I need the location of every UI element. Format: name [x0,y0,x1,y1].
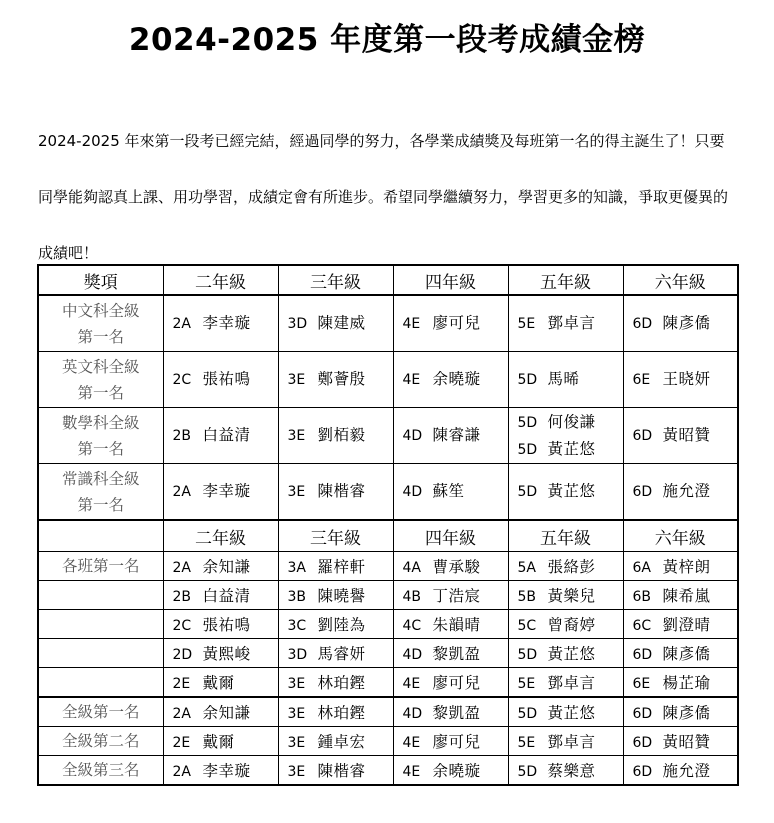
class-first-cell [623,581,738,610]
class-first-cell [393,552,508,581]
class-code: 2C [172,618,192,634]
class-first-cell [163,581,278,610]
class-code: 3E [287,735,306,751]
class-first-cell [623,610,738,639]
student-name: 蘇笙 [432,482,465,500]
class-code: 4E [402,676,421,692]
winner-entry [288,478,393,505]
award-cell [278,295,393,352]
award-label-line1: 數學科全級 [61,413,140,432]
student-name: 馬晞 [547,370,580,388]
student-name: 鄧卓言 [547,674,596,692]
student-name: 陳希嵐 [662,587,711,605]
class-code: 6D [632,764,653,780]
student-name: 施允澄 [662,482,711,500]
class-code: 4B [402,589,422,605]
winner-entry [518,409,623,436]
winner-entry [288,310,393,337]
class-first-cell [393,610,508,639]
class-code: 3E [287,484,306,500]
class-code: 2A [172,560,191,576]
class-first-cell [623,668,738,698]
header-grade-6: 六年級 [623,265,738,295]
award-cell [508,464,623,521]
class-code: 2B [172,428,192,444]
winner-entry [518,436,623,463]
award-label-line1: 英文科全級 [61,357,140,376]
table-row [38,464,738,521]
award-cell [623,408,738,464]
rank-label: 全級第二名 [38,727,163,756]
class-code: 3C [287,618,307,634]
student-name: 楊芷瑜 [662,674,711,692]
intro-paragraph: 2024-2025 年來第一段考已經完結，經過同學的努力，各學業成績獎及每班第一名的得主誕生了！只要同學能夠認真上課、用功學習，成績定會有所進步。希望同學繼續努力，學習更多的知識，爭取更優異的成績吧！ [38,132,729,262]
rank-cell [623,697,738,727]
sub-header-cell: 二年級 [163,520,278,552]
class-first-cell [393,668,508,698]
table-row [38,668,738,698]
class-code: 6D [632,428,653,444]
student-name: 張祐鳴 [202,370,251,388]
sub-header-cell [38,520,163,552]
class-first-cell [623,639,738,668]
award-cell [623,464,738,521]
student-name: 黃熙峻 [202,645,251,663]
class-first-cell [623,552,738,581]
class-first-label [38,610,163,639]
award-cell [623,352,738,408]
student-name: 陳楷睿 [317,482,366,500]
class-first-cell [508,639,623,668]
student-name: 朱韻晴 [432,616,481,634]
award-cell [278,464,393,521]
class-code: 6A [632,560,651,576]
class-first-label: 各班第一名 [38,552,163,581]
winner-entry [518,366,623,393]
header-award: 獎項 [38,265,163,295]
student-name: 余曉璇 [432,370,481,388]
winner-entry [173,422,278,449]
student-name: 黃梓朗 [662,558,711,576]
header-grade-2: 二年級 [163,265,278,295]
class-first-cell [163,552,278,581]
class-code: 5C [517,618,537,634]
table-row [38,552,738,581]
page-title: 2024-2025 年度第一段考成績金榜 [128,22,646,58]
header-grade-5: 五年級 [508,265,623,295]
class-code: 5D [517,414,538,431]
winner-entry [288,366,393,393]
sub-header-cell: 三年級 [278,520,393,552]
student-name: 陳睿謙 [432,426,481,444]
student-name: 鍾卓宏 [317,733,366,751]
winner-entry [403,366,508,393]
award-label [38,352,163,408]
class-first-cell [508,610,623,639]
student-name: 黃昭贊 [662,733,711,751]
class-code: 5D [517,647,538,663]
class-code: 2D [172,647,193,663]
class-code: 3E [287,706,306,722]
award-cell [278,352,393,408]
award-cell [163,352,278,408]
student-name: 黃芷悠 [547,439,596,458]
class-first-cell [508,668,623,698]
award-label [38,295,163,352]
student-name: 蔡樂意 [547,762,596,780]
class-code: 5E [517,735,536,751]
class-first-cell [278,552,393,581]
award-cell [393,464,508,521]
student-name: 陳彥僑 [662,314,711,332]
class-first-cell [163,639,278,668]
student-name: 鄧卓言 [547,733,596,751]
student-name: 戴爾 [202,674,235,692]
class-code: 6D [632,735,653,751]
class-first-cell [278,610,393,639]
student-name: 黎凱盈 [432,645,481,663]
student-name: 李幸璇 [202,314,251,332]
sub-header-cell: 四年級 [393,520,508,552]
student-name: 廖可兒 [432,314,481,332]
student-name: 黃芷悠 [547,645,596,663]
student-name: 林珀鏗 [317,704,366,722]
award-cell [508,295,623,352]
class-code: 5E [517,676,536,692]
class-first-cell [278,581,393,610]
winner-entry [518,478,623,505]
award-label-line1: 中文科全級 [61,301,140,320]
award-cell [163,295,278,352]
class-code: 5B [517,589,537,605]
class-code: 4D [402,484,423,500]
class-code: 5E [517,316,536,332]
class-code: 4E [402,735,421,751]
student-name: 黎凱盈 [432,704,481,722]
student-name: 曹承駿 [432,558,481,576]
rank-cell [278,756,393,786]
student-name: 施允澄 [662,762,711,780]
rank-cell [163,727,278,756]
table-row [38,756,738,786]
rank-cell [508,697,623,727]
table-row [38,639,738,668]
winner-entry [403,422,508,449]
class-code: 5D [517,372,538,388]
class-first-section [38,520,738,697]
award-label [38,408,163,464]
award-cell [623,295,738,352]
award-cell [508,352,623,408]
winner-entry [173,478,278,505]
rank-cell [508,727,623,756]
winner-entry [173,366,278,393]
class-code: 3B [287,589,307,605]
class-code: 3D [287,647,308,663]
student-name: 黃昭贊 [662,426,711,444]
rank-cell [163,756,278,786]
class-first-cell [508,552,623,581]
rank-cell [393,756,508,786]
rank-label: 全級第三名 [38,756,163,786]
winner-entry [403,310,508,337]
class-code: 2A [172,764,191,780]
student-name: 陳曉譽 [317,587,366,605]
award-label-line2: 第一名 [77,439,124,458]
award-cell [278,408,393,464]
rank-cell [393,727,508,756]
class-first-cell [508,581,623,610]
student-name: 何俊謙 [547,412,596,431]
winner-entry [633,366,738,393]
student-name: 廖可兒 [432,733,481,751]
table-row [38,352,738,408]
class-first-label [38,668,163,698]
table-row [38,408,738,464]
rank-cell [278,697,393,727]
class-first-cell [278,668,393,698]
rank-cell [278,727,393,756]
class-first-label [38,639,163,668]
class-code: 2A [172,316,191,332]
winner-entry [633,310,738,337]
table-row [38,295,738,352]
class-code: 4E [402,372,421,388]
class-code: 2A [172,706,191,722]
award-label-line2: 第一名 [77,383,124,402]
table-row [38,610,738,639]
class-code: 6D [632,484,653,500]
class-code: 5D [517,441,538,458]
award-cell [163,408,278,464]
student-name: 張祐鳴 [202,616,251,634]
student-name: 黃芷悠 [547,482,596,500]
rank-cell [623,756,738,786]
class-code: 5D [517,706,538,722]
award-cell [393,408,508,464]
student-name: 林珀鏗 [317,674,366,692]
student-name: 陳彥僑 [662,645,711,663]
class-first-label [38,581,163,610]
student-name: 劉栢毅 [317,426,366,444]
award-cell [393,295,508,352]
class-first-cell [163,668,278,698]
rank-cell [163,697,278,727]
award-label [38,464,163,521]
class-code: 2B [172,589,192,605]
winner-entry [288,422,393,449]
sub-header-cell: 五年級 [508,520,623,552]
class-code: 3E [287,764,306,780]
winner-entry [633,422,738,449]
student-name: 羅梓軒 [317,558,366,576]
class-code: 4E [402,316,421,332]
class-code: 2E [172,735,191,751]
winner-entry [173,310,278,337]
subject-awards-section [38,295,738,520]
table-row [38,727,738,756]
class-code: 3E [287,428,306,444]
student-name: 李幸璇 [202,482,251,500]
award-label-line2: 第一名 [77,327,124,346]
student-name: 白益清 [202,426,251,444]
student-name: 丁浩宸 [432,587,481,605]
rank-cell [623,727,738,756]
class-code: 3E [287,372,306,388]
student-name: 馬睿妍 [317,645,366,663]
student-name: 陳楷睿 [317,762,366,780]
class-code: 4D [402,428,423,444]
class-first-cell [393,581,508,610]
class-code: 6B [632,589,652,605]
class-code: 5D [517,764,538,780]
winner-entry [518,310,623,337]
rank-label: 全級第一名 [38,697,163,727]
student-name: 陳彥僑 [662,704,711,722]
winner-entry [403,478,508,505]
class-code: 6E [632,372,651,388]
student-name: 白益清 [202,587,251,605]
winner-entry [633,478,738,505]
class-code: 3A [287,560,306,576]
class-code: 4A [402,560,421,576]
level-rank-section [38,697,738,785]
class-code: 2E [172,676,191,692]
class-first-cell [278,639,393,668]
results-table [37,264,739,786]
student-name: 張絡彭 [547,558,596,576]
class-first-cell [393,639,508,668]
header-grade-3: 三年級 [278,265,393,295]
student-name: 余曉璇 [432,762,481,780]
class-code: 3D [287,316,308,332]
student-name: 黃樂兒 [547,587,596,605]
rank-cell [508,756,623,786]
class-code: 4E [402,764,421,780]
class-code: 6E [632,676,651,692]
student-name: 曾裔婷 [547,616,596,634]
award-label-line1: 常識科全級 [61,469,140,488]
student-name: 王晓妍 [662,370,711,388]
class-code: 6C [632,618,652,634]
rank-cell [393,697,508,727]
class-code: 5A [517,560,536,576]
student-name: 余知謙 [202,558,251,576]
award-cell [393,352,508,408]
student-name: 劉澄晴 [662,616,711,634]
class-code: 3E [287,676,306,692]
class-code: 4D [402,706,423,722]
sub-header-row [38,520,738,552]
student-name: 戴爾 [202,733,235,751]
class-code: 6D [632,316,653,332]
class-code: 5D [517,484,538,500]
student-name: 廖可兒 [432,674,481,692]
sub-header-cell: 六年級 [623,520,738,552]
class-code: 4D [402,647,423,663]
class-first-cell [163,610,278,639]
award-cell [508,408,623,464]
student-name: 鄧卓言 [547,314,596,332]
class-code: 6D [632,706,653,722]
student-name: 陳建威 [317,314,366,332]
header-grade-4: 四年級 [393,265,508,295]
class-code: 2C [172,372,192,388]
table-row [38,697,738,727]
student-name: 余知謙 [202,704,251,722]
award-cell [163,464,278,521]
student-name: 鄭薈殷 [317,370,366,388]
student-name: 黃芷悠 [547,704,596,722]
class-code: 2A [172,484,191,500]
table-header-row [38,265,738,295]
class-code: 4C [402,618,422,634]
class-code: 6D [632,647,653,663]
student-name: 李幸璇 [202,762,251,780]
award-label-line2: 第一名 [77,495,124,514]
student-name: 劉陸為 [317,616,366,634]
table-row [38,581,738,610]
